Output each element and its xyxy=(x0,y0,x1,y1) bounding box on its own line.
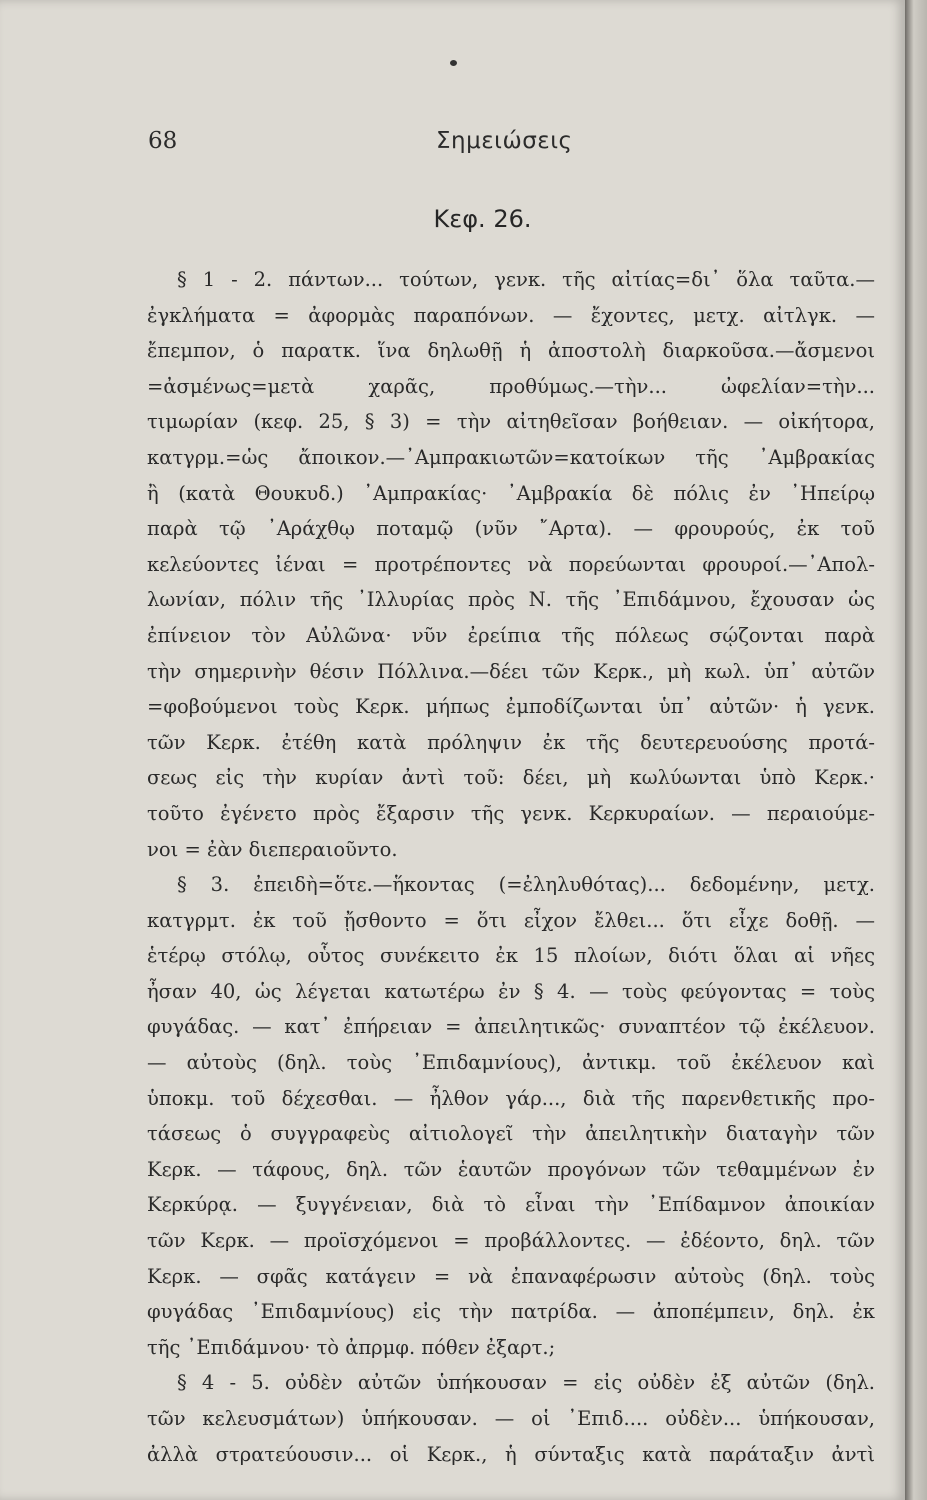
text-line: =ἀσμένως=μετὰ χαρᾶς, προθύμως.—τὴν... ὠφελίαν=τὴν... xyxy=(147,374,875,398)
text-line: τιμωρίαν (κεφ. 25, § 3) = τὴν αἰτηθεῖσαν βοήθειαν. — οἰκήτορα, xyxy=(147,410,875,434)
text-line: τῶν Κερκ. — προϊσχόμενοι = προβάλλοντες. — ἐδέοντο, δηλ. τῶν xyxy=(147,1229,875,1253)
text-line: κελεύοντες ἰέναι = προτρέποντες νὰ πορεύωνται φρουροί.—᾿Απολ- xyxy=(147,552,875,576)
text-line: ἔπεμπον, ὁ παρατκ. ἵνα δηλωθῇ ἡ ἀποστολὴ διαρκοῦσα.—ἄσμενοι xyxy=(147,339,875,363)
text-line: Κερκύρᾳ. — ξυγγένειαν, διὰ τὸ εἶναι τὴν ᾿Επίδαμνον ἀποικίαν xyxy=(147,1193,875,1217)
text-line: Κερκ. — τάφους, δηλ. τῶν ἑαυτῶν προγόνων τῶν τεθαμμένων ἐν xyxy=(147,1157,875,1181)
text-line: τὴν σημερινὴν θέσιν Πόλλινα.—δέει τῶν Κερκ., μὴ κωλ. ὑπ᾿ αὐτῶν xyxy=(147,659,875,683)
page-header xyxy=(148,128,878,168)
text-line: ἦσαν 40, ὡς λέγεται κατωτέρω ἐν § 4. — τοὺς φεύγοντας = τοὺς xyxy=(147,979,875,1003)
running-title: Σημειώσεις xyxy=(436,128,573,154)
chapter-heading: Κεφ. 26. xyxy=(433,205,532,233)
text-line: τῶν Κερκ. ἐτέθη κατὰ πρόληψιν ἐκ τῆς δευτερευούσης προτά- xyxy=(147,730,875,754)
text-line: νοι = ἐὰν διεπεραιοῦντο. xyxy=(147,837,398,861)
commentary-text xyxy=(147,262,875,1472)
text-line: τάσεως ὁ συγγραφεὺς αἰτιολογεῖ τὴν ἀπειλητικὴν διαταγὴν τῶν xyxy=(147,1122,875,1146)
page-edge-shadow xyxy=(905,0,927,1500)
text-line: ἢ (κατὰ Θουκυδ.) ᾿Αμπρακίας· ᾿Αμβρακία δὲ πόλις ἐν ᾿Ηπείρῳ xyxy=(147,481,875,505)
text-line: κατγρμτ. ἐκ τοῦ ᾔσθοντο = ὅτι εἶχον ἔλθει... ὅτι εἶχε δοθῇ. — xyxy=(147,908,875,932)
text-line: τῶν κελευσμάτων) ὑπήκουσαν. — οἱ ᾿Επιδ.... οὐδὲν... ὑπήκουσαν, xyxy=(147,1407,875,1430)
text-line: τῆς ᾿Επιδάμνου· τὸ ἀπρμφ. πόθεν ἐξαρτ.; xyxy=(147,1335,556,1359)
text-line: λωνίαν, πόλιν τῆς ᾿Ιλλυρίας πρὸς Ν. τῆς ᾿Επιδάμνου, ἔχουσαν ὡς xyxy=(147,588,875,612)
text-line: τοῦτο ἐγένετο πρὸς ἔξαρσιν τῆς γενκ. Κερκυραίων. — περαιούμε- xyxy=(147,801,875,825)
text-line: ἐγκλήματα = ἀφορμὰς παραπόνων. — ἔχοντες, μετχ. αἰτλγκ. — xyxy=(147,303,875,327)
ink-speck xyxy=(450,60,457,66)
text-line: =φοβούμενοι τοὺς Κερκ. μήπως ἐμποδίζωνται ὑπ᾿ αὐτῶν· ἡ γενκ. xyxy=(147,695,875,719)
text-line: Κερκ. — σφᾶς κατάγειν = νὰ ἐπαναφέρωσιν αὐτοὺς (δηλ. τοὺς xyxy=(147,1264,875,1288)
page-number: 68 xyxy=(148,128,178,154)
text-line: § 4 - 5. οὐδὲν αὐτῶν ὑπήκουσαν = εἰς οὐδὲν ἐξ αὐτῶν (δηλ. xyxy=(177,1371,875,1395)
text-line: § 3. ἐπειδὴ=ὅτε.—ἥκοντας (=ἐληλυθότας)... δεδομένην, μετχ. xyxy=(177,873,875,897)
text-line: ὑποκμ. τοῦ δέχεσθαι. — ἦλθον γάρ..., διὰ τῆς παρενθετικῆς προ- xyxy=(147,1086,875,1110)
text-line: § 1 - 2. πάντων... τούτων, γενκ. τῆς αἰτίας=δι᾽ ὅλα ταῦτα.— xyxy=(177,268,875,291)
text-line: ἑτέρῳ στόλῳ, οὗτος συνέκειτο ἐκ 15 πλοίων, διότι ὅλαι αἱ νῆες xyxy=(147,944,875,968)
text-line: ἐπίνειον τὸν Αὐλῶνα· νῦν ἐρείπια τῆς πόλεως σῴζονται παρὰ xyxy=(147,623,875,647)
text-line: κατγρμ.=ὡς ἄποικον.—᾿Αμπρακιωτῶν=κατοίκων τῆς ᾿Αμβρακίας xyxy=(147,445,875,469)
text-line: — αὐτοὺς (δηλ. τοὺς ᾿Επιδαμνίους), ἀντικμ. τοῦ ἐκέλευον καὶ xyxy=(147,1051,875,1075)
text-line: ἀλλὰ στρατεύουσιν... οἱ Κερκ., ἡ σύνταξις κατὰ παράταξιν ἀντὶ xyxy=(147,1442,875,1466)
text-line: φυγάδας ᾿Επιδαμνίους) εἰς τὴν πατρίδα. — ἀποπέμπειν, δηλ. ἐκ xyxy=(147,1300,875,1324)
text-line: φυγάδας. — κατ᾿ ἐπήρειαν = ἀπειλητικῶς· συναπτέον τῷ ἐκέλευον. xyxy=(147,1015,875,1039)
text-line: σεως εἰς τὴν κυρίαν ἀντὶ τοῦ: δέει, μὴ κωλύωνται ὑπὸ Κερκ.· xyxy=(147,766,875,790)
text-line: παρὰ τῷ ᾿Αράχθῳ ποταμῷ (νῦν ῎Αρτα). — φρουρούς, ἐκ τοῦ xyxy=(147,517,875,541)
